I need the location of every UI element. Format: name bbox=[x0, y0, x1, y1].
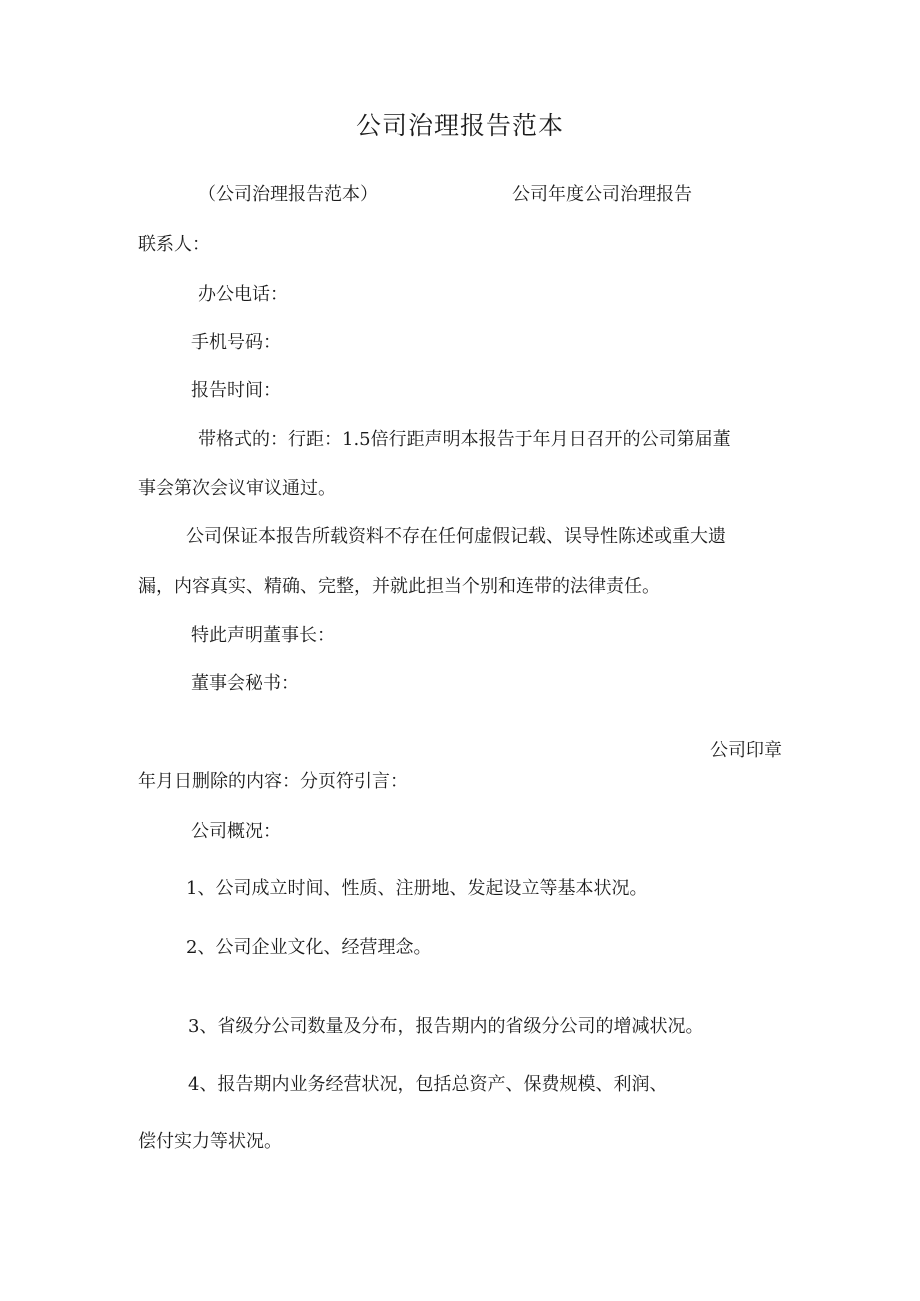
format-note-line-1: 带格式的：行距：1.5倍行距声明本报告于年月日召开的公司第届董 bbox=[198, 429, 731, 450]
chairman-label: 特此声明董事长： bbox=[191, 625, 335, 646]
document-title: 公司治理报告范本 bbox=[355, 111, 564, 140]
overview-item-3: 3、省级分公司数量及分布，报告期内的省级分公司的增减状况。 bbox=[188, 1016, 704, 1037]
office-phone-label: 办公电话： bbox=[198, 284, 288, 305]
overview-heading: 公司概况： bbox=[191, 821, 281, 842]
overview-item-1: 1、公司成立时间、性质、注册地、发起设立等基本状况。 bbox=[186, 878, 648, 899]
report-time-label: 报告时间： bbox=[191, 380, 281, 401]
deleted-content-note: 年月日删除的内容：分页符引言： bbox=[138, 771, 408, 792]
subtitle-right: 公司年度公司治理报告 bbox=[512, 184, 692, 205]
secretary-label: 董事会秘书： bbox=[191, 673, 299, 694]
overview-item-4-line-2: 偿付实力等状况。 bbox=[138, 1131, 282, 1152]
mobile-label: 手机号码： bbox=[191, 332, 281, 353]
overview-item-2: 2、公司企业文化、经营理念。 bbox=[186, 937, 432, 958]
format-note-line-2: 事会第次会议审议通过。 bbox=[138, 478, 336, 499]
guarantee-line-1: 公司保证本报告所载资料不存在任何虚假记载、误导性陈述或重大遗 bbox=[186, 526, 726, 547]
overview-item-4-line-1: 4、报告期内业务经营状况，包括总资产、保费规模、利润、 bbox=[188, 1074, 668, 1095]
guarantee-line-2: 漏，内容真实、精确、完整，并就此担当个别和连带的法律责任。 bbox=[138, 576, 660, 597]
company-seal-label: 公司印章 bbox=[710, 740, 782, 761]
subtitle-left: （公司治理报告范本） bbox=[198, 184, 378, 205]
contact-label: 联系人： bbox=[138, 234, 210, 255]
